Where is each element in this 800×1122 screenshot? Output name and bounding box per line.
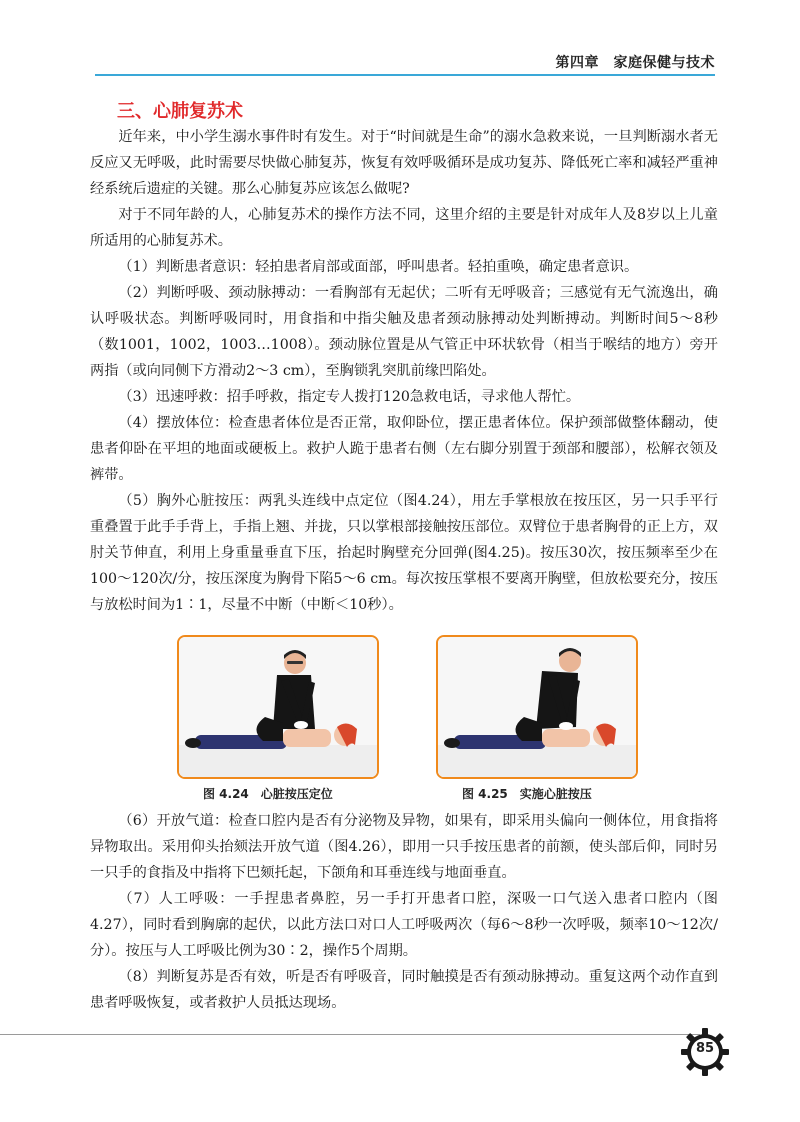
paragraph: 近年来，中小学生溺水事件时有发生。对于“时间就是生命”的溺水急救来说，一旦判断溺水者无反应又无呼吸，此时需要尽快做心肺复苏，恢复有效呼吸循环是成功复苏、降低死亡率和减轻严重神经系统后遗症的关键。那么心肺复苏应该怎么做呢?: [90, 129, 718, 197]
paragraph: （3）迅速呼救：招手呼救，指定专人拨打120急救电话，寻求他人帮忙。: [118, 389, 581, 405]
running-header: [95, 48, 715, 76]
body-text-bottom: [90, 808, 718, 1016]
paragraph: （4）摆放体位：检查患者体位是否正常，取仰卧位，摆正患者体位。保护颈部做整体翻动，使患者仰卧在平坦的地面或硬板上。救护人跪于患者右侧（左右脚分别置于颈部和腰部），松解衣领及裤带。: [90, 415, 718, 483]
footer-rule: [0, 1034, 700, 1035]
paragraph: （1）判断患者意识：轻拍患者肩部或面部，呼叫患者。轻拍重唤，确定患者意识。: [118, 259, 639, 275]
paragraph: （8）判断复苏是否有效，听是否有呼吸音，同时触摸是否有颈动脉搏动。重复这两个动作直到患者呼吸恢复，或者救护人员抵达现场。: [90, 969, 718, 1011]
page-number: 85: [695, 1041, 715, 1056]
paragraph: （5）胸外心脏按压：两乳头连线中点定位（图4.24），用左手掌根放在按压区，另一只手平行重叠置于此手手背上，手指上翘、并拢，只以掌根部接触按压部位。双臂位于患者胸骨的正上方，双肘关节伸直，利用上身重量垂直下压，抬起时胸壁充分回弹(图4.25)。按压30次，按压频率至少在100～120次/分，按压深度为胸骨下陷5～6 cm。每次按压掌根不要离开胸壁，但放松要充分，按压与放松时间为1∶1，尽量不中断（中断＜10秒）。: [90, 493, 718, 613]
figure-caption: 图 4.24 心脏按压定位: [203, 787, 333, 801]
cpr-compression-illustration: [438, 637, 636, 777]
cpr-positioning-illustration: [179, 637, 377, 777]
paragraph: （7）人工呼吸：一手捏患者鼻腔，另一手打开患者口腔，深吸一口气送入患者口腔内（图4.27），同时看到胸廓的起伏，以此方法口对口人工呼吸两次（每6～8秒一次呼吸，频率10～12次/分）。按压与人工呼吸比例为30∶2，操作5个周期。: [90, 891, 718, 959]
figure-cpr-compression: [436, 635, 638, 779]
paragraph: （6）开放气道：检查口腔内是否有分泌物及异物，如果有，即采用头偏向一侧体位，用食指将异物取出。采用仰头抬颏法开放气道（图4.26），即用一只手按压患者的前额，使头部后仰，同时另一只手的食指及中指将下巴颏托起，下颌角和耳垂连线与地面垂直。: [90, 813, 718, 881]
paragraph: 对于不同年龄的人，心肺复苏术的操作方法不同，这里介绍的主要是针对成年人及8岁以上儿童所适用的心肺复苏术。: [90, 207, 718, 249]
header-rule: [95, 74, 715, 76]
body-text-top: [90, 124, 718, 618]
paragraph: （2）判断呼吸、颈动脉搏动：一看胸部有无起伏；二听有无呼吸音；三感觉有无气流逸出，确认呼吸状态。判断呼吸同时，用食指和中指尖触及患者颈动脉搏动处判断搏动。判断时间5～8秒（数1001，1002，1003…1008）。颈动脉位置是从气管正中环状软骨（相当于喉结的地方）旁开两指（或向同侧下方滑动2～3 cm），至胸锁乳突肌前缘凹陷处。: [90, 285, 718, 379]
section-title: 三、心肺复苏术: [117, 101, 243, 122]
figure-caption: 图 4.25 实施心脏按压: [462, 787, 592, 801]
figure-cpr-positioning: [177, 635, 379, 779]
chapter-title: 第四章 家庭保健与技术: [555, 55, 715, 71]
